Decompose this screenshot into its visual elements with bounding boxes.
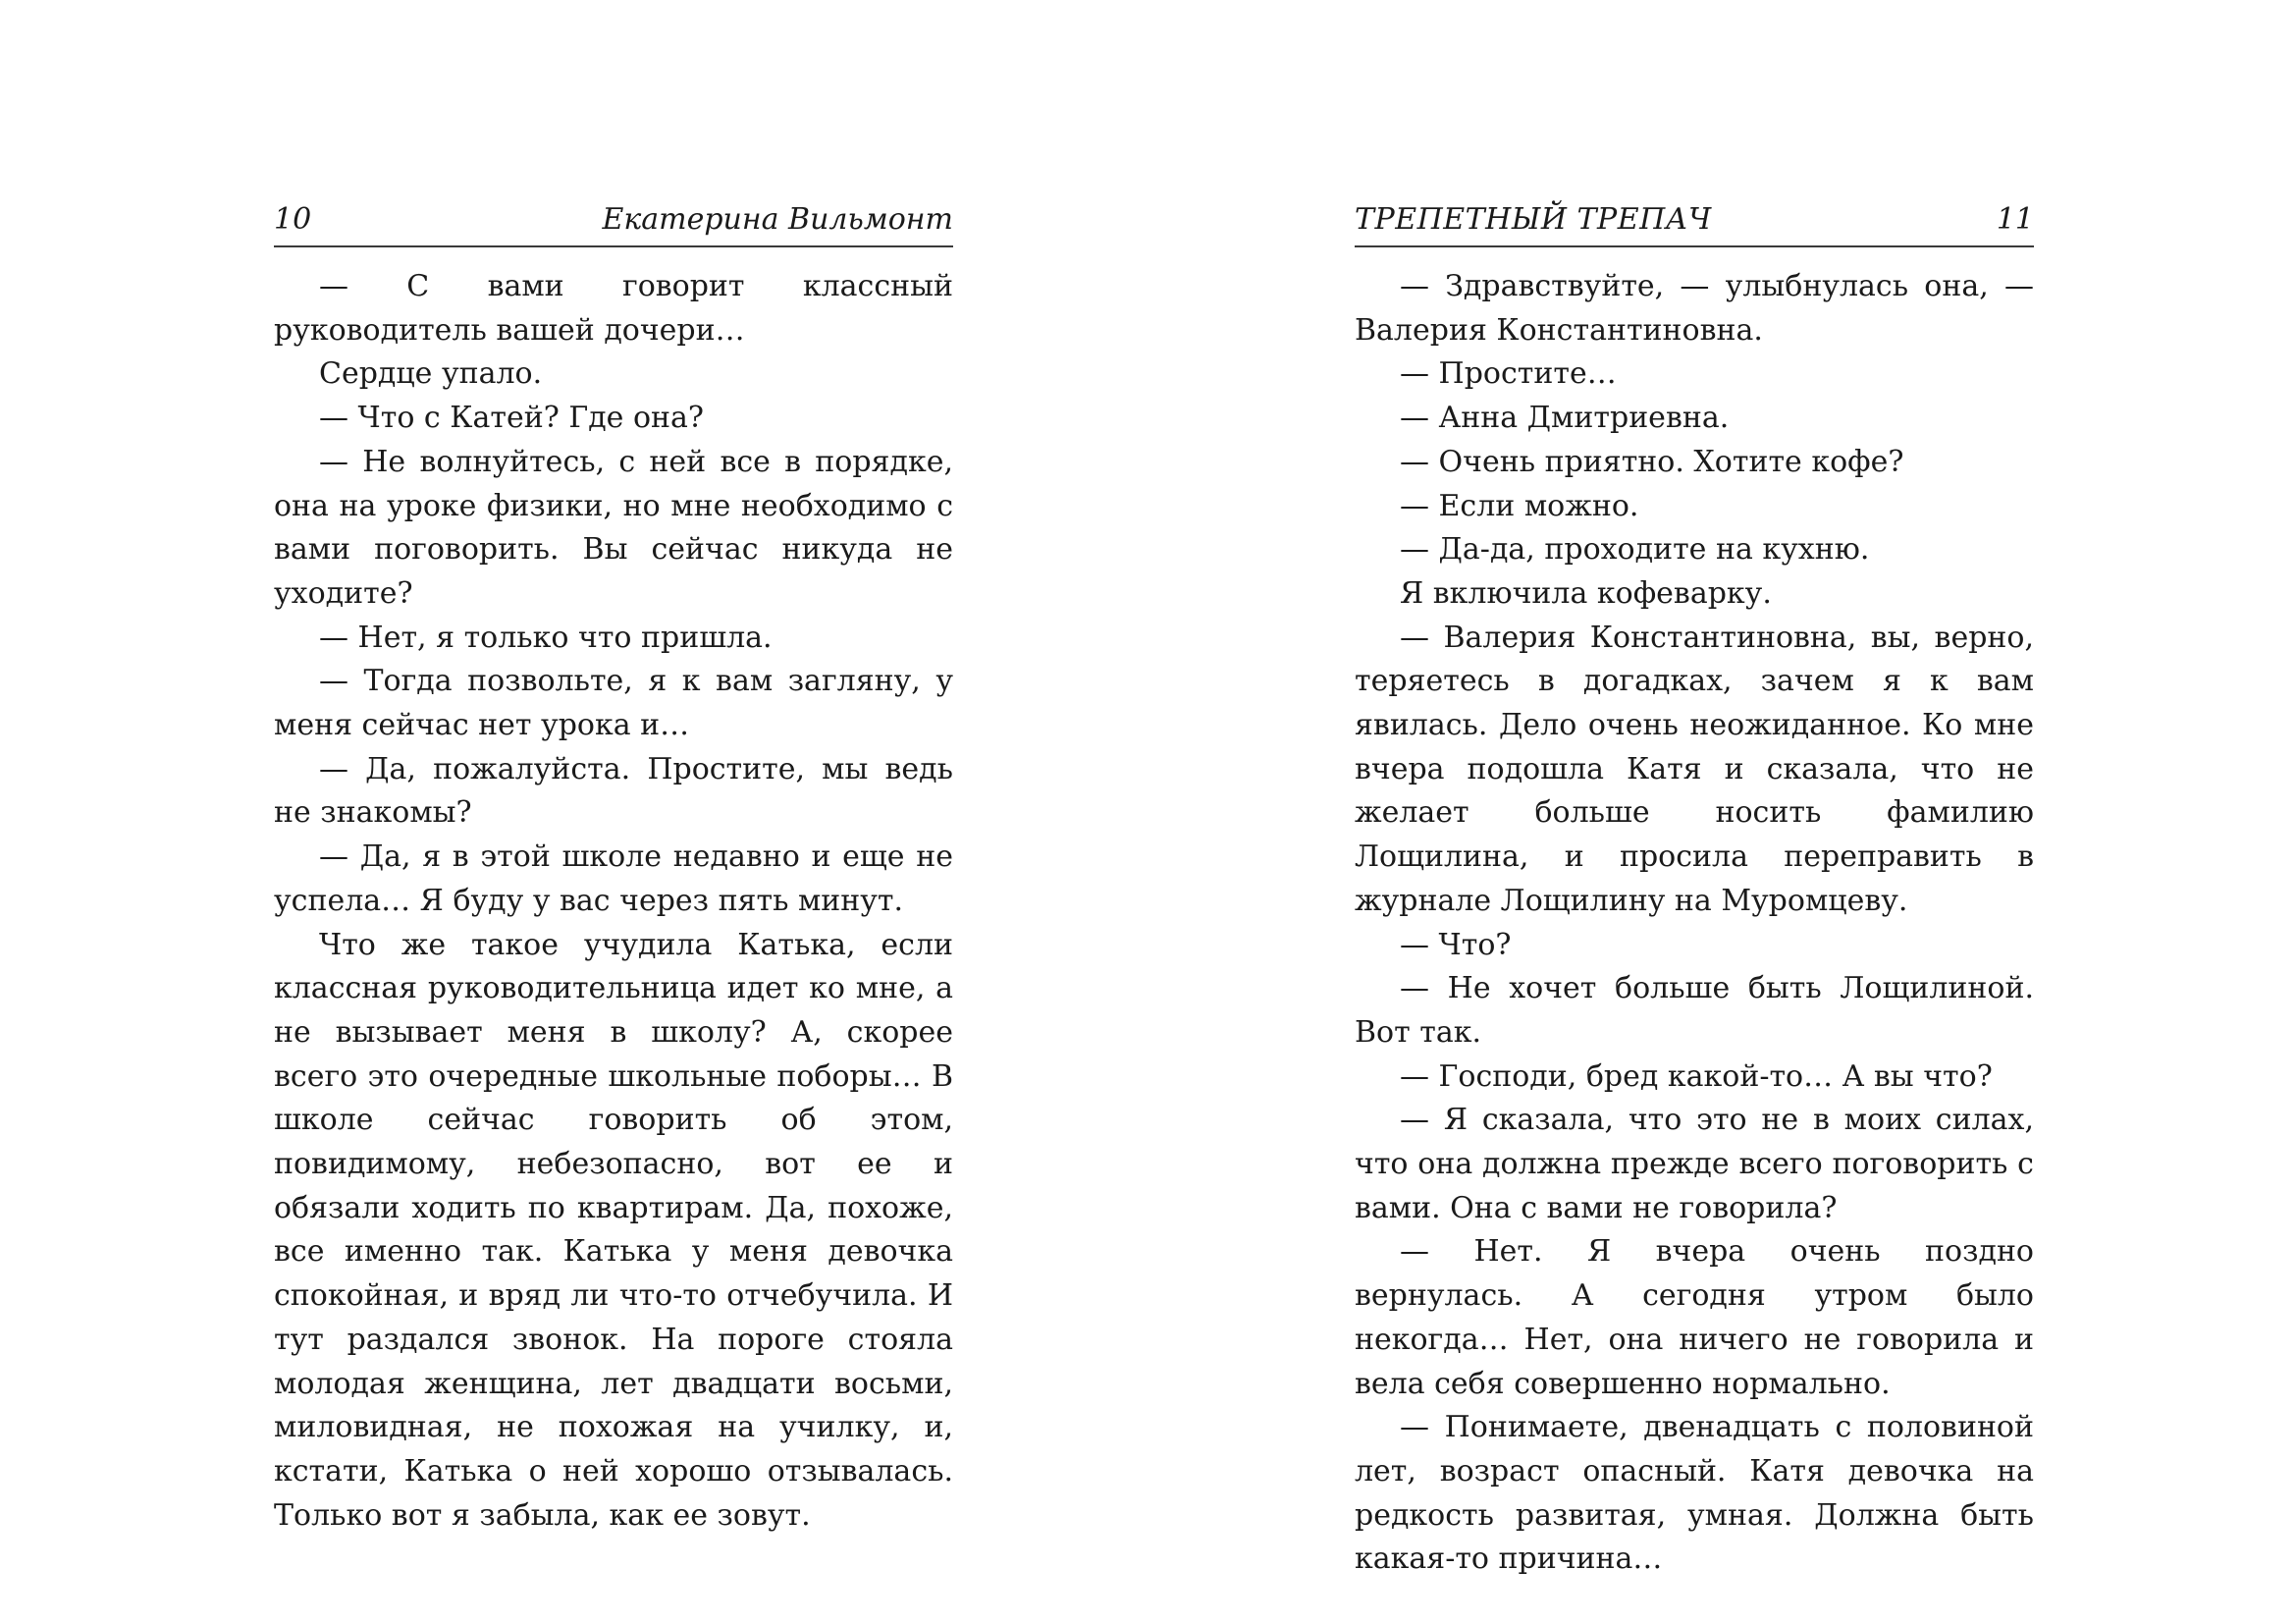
left-running-head [274,198,953,242]
paragraph: — С вами говорит классный руководитель вашей дочери… [274,269,953,348]
paragraph: — Анна Дмитриевна. [1400,401,1730,436]
paragraph: — Нет, я только что пришла. [319,620,773,655]
paragraph: — Не хочет больше быть Лощилиной. Вот так. [1355,971,2034,1050]
title-running-head: ТРЕПЕТНЫЙ ТРЕПАЧ [1355,202,1712,237]
paragraph: — Тогда позвольте, я к вам загляну, у меня сейчас нет урока и… [274,664,953,743]
paragraph: — Не волнуйтесь, с ней все в порядке, она на уроке физики, но мне необходимо с вами поговорить. Вы сейчас никуда не уходите? [274,444,953,611]
header-rule-right [1355,245,2034,247]
right-running-head [1355,198,2034,242]
paragraph: — Здравствуйте, — улыбнулась она, — Валерия Константиновна. [1355,269,2034,348]
paragraph: — Нет. Я вчера очень поздно вернулась. А сегодня утром было некогда… Нет, она ничего не говорила и вела себя совершенно нормально. [1355,1234,2034,1401]
paragraph: Я включила кофеварку. [1400,575,1772,611]
page-number-left: 10 [274,202,312,237]
paragraph: — Понимаете, двенадцать с половиной лет, возраст опасный. Катя девочка на редкость развитая, умная. Должна быть какая-то причина… [1355,1410,2034,1577]
paragraph: Что же такое учудила Катька, если классная руководительница идет ко мне, а не вызывает меня в школу? А, скорее всего это очередные школьные поборы… В школе сейчас говорить об этом, повидимому, небезопасно, вот ее и обязали ходить по квартирам. Да, похоже, все именно так. Катька у меня девочка спокойная, и вряд ли что-то отчебучила. И тут раздался звонок. На пороге стояла молодая женщина, лет двадцати восьми, миловидная, не похожая на училку, и, кстати, Катька о ней хорошо отзывалась. Только вот я забыла, как ее зовут. [274,927,953,1533]
right-body-text [1355,265,2034,1582]
right-page [1355,198,2034,1582]
left-page [274,198,953,1538]
paragraph: Сердце упало. [319,356,543,392]
paragraph: — Что с Катей? Где она? [319,401,704,436]
paragraph: — Да, пожалуйста. Простите, мы ведь не знакомы? [274,751,953,831]
author-running-head: Екатерина Вильмонт [602,202,953,237]
header-rule-left [274,245,953,247]
paragraph: — Господи, бред какой-то… А вы что? [1400,1058,1993,1094]
paragraph: — Если можно. [1400,488,1639,523]
paragraph: — Простите… [1400,356,1617,392]
paragraph: — Да-да, проходите на кухню. [1400,532,1870,568]
paragraph: — Я сказала, что это не в моих силах, что она должна прежде всего поговорить с вами. Она с вами не говорила? [1355,1103,2034,1225]
paragraph: — Очень приятно. Хотите кофе? [1400,444,1904,479]
left-body-text [274,265,953,1538]
paragraph: — Валерия Константиновна, вы, верно, теряетесь в догадках, зачем я к вам явилась. Дело очень неожиданное. Ко мне вчера подошла Катя и сказала, что не желает больше носить фамилию Лощилина, и просила переправить в журнале Лощилину на Муромцеву. [1355,620,2034,918]
paragraph: — Да, я в этой школе недавно и еще не успела… Я буду у вас через пять минут. [274,839,953,918]
paragraph: — Что? [1400,927,1512,962]
page-number-right: 11 [1996,202,2034,237]
